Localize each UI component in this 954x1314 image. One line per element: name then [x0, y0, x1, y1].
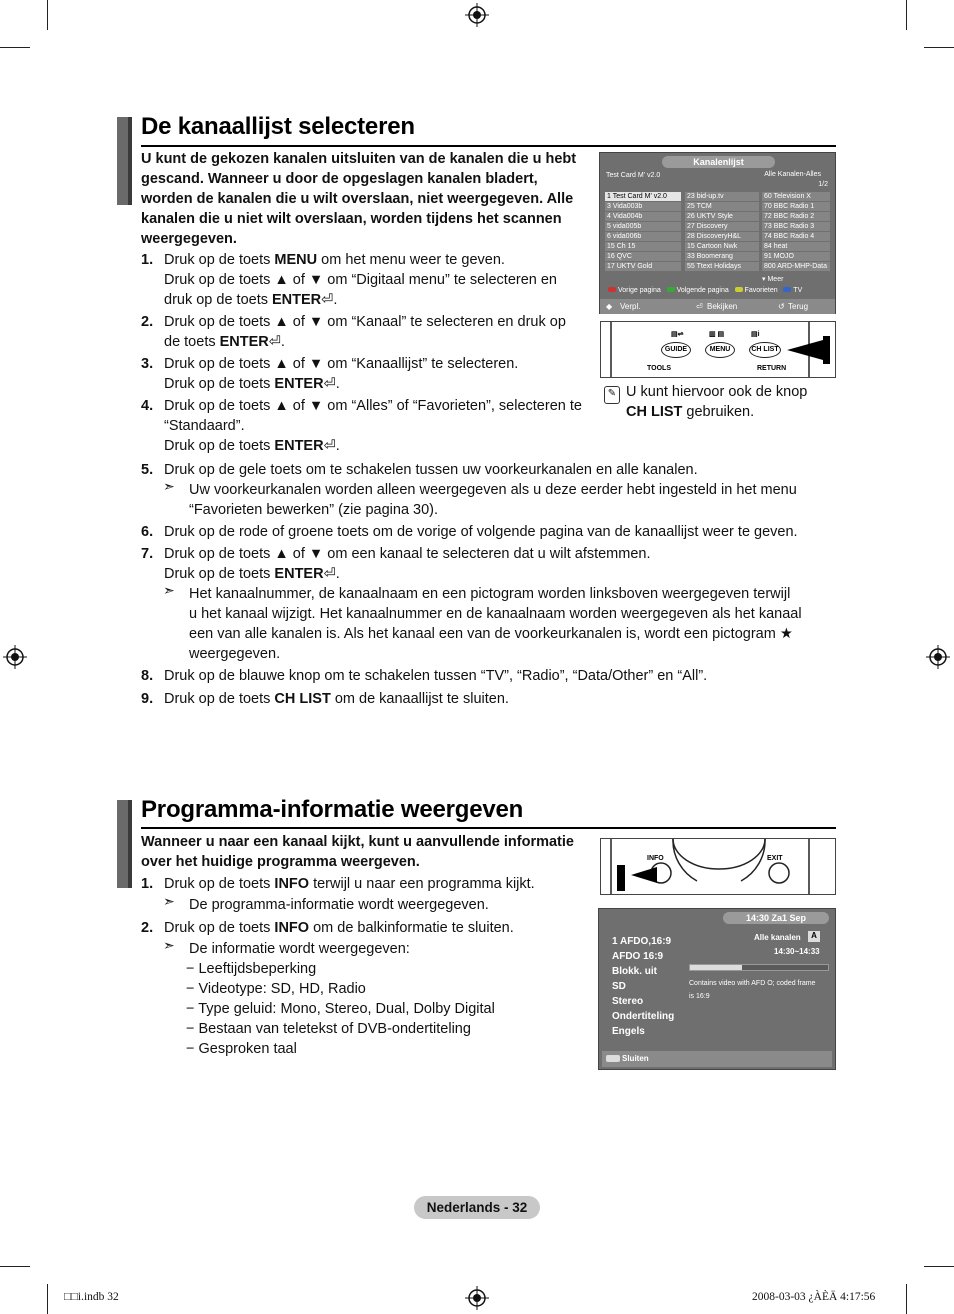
red-key-icon — [608, 287, 616, 292]
channel-list-item[interactable]: 33 Boomerang — [685, 252, 759, 261]
registration-mark-left — [3, 645, 27, 669]
step-item — [141, 354, 589, 394]
registration-mark-right — [926, 645, 950, 669]
channel-list-item[interactable]: 70 BBC Radio 1 — [762, 202, 830, 211]
print-slug-file: □□i.indb 32 — [64, 1291, 119, 1303]
remote-outline — [601, 839, 836, 895]
channel-list-item[interactable]: 27 Discovery — [685, 222, 759, 231]
blue-key-icon — [783, 287, 791, 292]
list-mode: Alle Kanalen-Alles — [764, 171, 821, 178]
info-bullet: − Leeftijdsbeperking — [186, 961, 317, 977]
remote-illustration-info — [600, 838, 836, 895]
channel-list-item[interactable]: 17 UKTV Gold — [605, 262, 681, 271]
color-legend: Vorige pagina Volgende pagina Favorieten TV — [608, 287, 833, 294]
tip-text: U kunt hiervoor ook de knop CH LIST gebruiken. — [626, 384, 808, 420]
registration-mark-top — [465, 3, 489, 27]
channel-list-item[interactable]: 26 UKTV Style — [685, 212, 759, 221]
channel-list-item[interactable]: 15 Ch 15 — [605, 242, 681, 251]
channel-group: Alle kanalen — [754, 933, 801, 942]
print-slug-date: 2008-03-03 ¿ÀÈÄ 4:17:56 — [752, 1291, 876, 1303]
step-text: Druk op de blauwe knop om te schakelen tussen “TV”, “Radio”, “Data/Other” en “All”. — [164, 668, 708, 684]
step-text: Druk op de toets ▲ of ▼ om “Alles” of “Favorieten”, selecteren te “Standaard”. Druk op de toets ENTER⏎. — [164, 398, 582, 454]
section-bar-2-inner — [128, 800, 132, 888]
note-text: Het kanaalnummer, de kanaalnaam en een pictogram worden linksboven weergegeven terwijl u het kanaal wijzigt. Het kanaalnummer en de kanaalnaam worden weergegeven als het kanaal een van alle kanalen is. Als het kanaal een van de voorkeurkanalen is, wordt een pictogram ★ weergegeven. — [189, 586, 802, 662]
step-number: 2. — [141, 314, 154, 330]
channel-list-item[interactable]: 55 Ttext Holidays — [685, 262, 759, 271]
green-key-icon — [667, 287, 675, 292]
info-bullet: − Gesproken taal — [186, 1041, 297, 1057]
step-item — [141, 522, 831, 542]
step-number: 7. — [141, 546, 154, 562]
program-description: Contains video with AFD O; coded frame is 16:9 — [689, 980, 816, 1000]
channel-list-item[interactable]: 16 QVC — [605, 252, 681, 261]
info-bullet: − Videotype: SD, HD, Radio — [186, 981, 366, 997]
channel-list-item[interactable]: 800 ARD-MHP-Data — [762, 262, 830, 271]
section-bar-inner — [128, 117, 132, 205]
channel-list-item[interactable]: 6 vida006b — [605, 232, 681, 241]
step-text: Druk op de toets ▲ of ▼ om een kanaal te selecteren dat u wilt afstemmen. Druk op de toets ENTER⏎. — [164, 546, 651, 582]
info-key-icon — [606, 1055, 620, 1062]
channel-list-item[interactable]: 25 TCM — [685, 202, 759, 211]
info-bullet: − Type geluid: Mono, Stereo, Dual, Dolby Digital — [186, 1001, 495, 1017]
return-icon: ↺ — [778, 302, 785, 311]
info-icon: ▤i — [751, 331, 760, 338]
note-text: Uw voorkeurkanalen worden alleen weergegeven als u deze eerder hebt ingesteld in het menu “Favorieten bewerken” (zie pagina 30). — [189, 482, 797, 518]
channel-list-item[interactable]: 1 Test Card M' v2.0 — [605, 192, 681, 201]
step-item — [141, 250, 589, 310]
current-channel: Test Card M' v2.0 — [606, 172, 661, 179]
tip-icon: ✎ — [604, 386, 620, 404]
registration-mark-bottom — [465, 1286, 489, 1310]
step-number: 5. — [141, 462, 154, 478]
channel-list-item[interactable]: 84 heat — [762, 242, 830, 251]
chlist-button[interactable]: CH LIST — [749, 342, 781, 358]
section-title: De kanaallijst selecteren — [141, 113, 415, 140]
step-number: 6. — [141, 524, 154, 540]
program-detail-line: Blokk. uit — [612, 966, 658, 977]
step-item — [141, 666, 831, 686]
note-arrow-icon: ➣ — [163, 478, 175, 494]
program-detail-line: Ondertiteling — [612, 1011, 675, 1022]
step-text: Druk op de rode of groene toets om de vorige of volgende pagina van de kanaallijst weer te geven. — [164, 524, 798, 540]
menu-button[interactable]: MENU — [705, 342, 735, 358]
section-title-2: Programma-informatie weergeven — [141, 796, 524, 823]
step-text: Druk op de toets ▲ of ▼ om “Kanaal” te selecteren en druk op de toets ENTER⏎. — [164, 314, 566, 350]
program-detail-line: AFDO 16:9 — [612, 951, 664, 962]
step-number: 3. — [141, 356, 154, 372]
exit-label: EXIT — [767, 855, 783, 862]
step-item — [141, 689, 831, 709]
screen-footer: ◆ Verpl. ⏎ Bekijken ↺ Terug — [600, 299, 835, 314]
step-number: 1. — [141, 252, 154, 268]
screen-header: 14:30 Za1 Sep — [723, 912, 829, 924]
step-text: Druk op de toets INFO om de balkinformatie te sluiten. — [164, 920, 514, 936]
channel-list-item[interactable]: 4 Vida004b — [605, 212, 681, 221]
tools-label: TOOLS — [647, 365, 671, 372]
yellow-key-icon — [735, 287, 743, 292]
page-number: Nederlands - 32 — [414, 1196, 540, 1219]
info-bullet: − Bestaan van teletekst of DVB-ondertiteling — [186, 1021, 471, 1037]
step-item: 1. Druk op de toets INFO terwijl u naar een programma kijkt. — [141, 876, 535, 892]
move-icon: ◆ — [606, 302, 613, 311]
program-detail-line: Engels — [612, 1026, 645, 1037]
note-arrow-icon: ➣ — [163, 893, 175, 909]
step-item — [141, 396, 589, 456]
step-text: Druk op de gele toets om te schakelen tussen uw voorkeurkanalen en alle kanalen. — [164, 462, 698, 478]
ttx-icon: ▤⇌ — [671, 331, 684, 338]
step-item — [141, 312, 589, 352]
channel-list-item[interactable]: 5 vida005b — [605, 222, 681, 231]
channel-list-item[interactable]: 60 Television X — [762, 192, 830, 201]
channel-list-screen — [599, 152, 836, 314]
more-link: ▾ Meer — [762, 276, 784, 283]
note-arrow-icon: ➣ — [163, 582, 175, 598]
program-detail-line: 1 AFDO,16:9 — [612, 936, 672, 947]
step-text: Druk op de toets ▲ of ▼ om “Kanaallijst” te selecteren. Druk op de toets ENTER⏎. — [164, 356, 519, 392]
step-item — [141, 544, 831, 584]
section-intro-2: Wanneer u naar een kanaal kijkt, kunt u aanvullende informatie over het huidige programma weergeven. — [141, 834, 574, 870]
step-item: 2. Druk op de toets INFO om de balkinformatie te sluiten. — [141, 920, 514, 936]
channel-list-item[interactable]: 72 BBC Radio 2 — [762, 212, 830, 221]
page-indicator: 1/2 — [818, 181, 828, 188]
section-rule-2 — [141, 827, 836, 829]
channel-list-item[interactable]: 74 BBC Radio 4 — [762, 232, 830, 241]
channel-list-item[interactable]: 23 bid-up.tv — [685, 192, 759, 201]
section-rule — [141, 145, 836, 147]
screen-header: Kanalenlijst — [662, 156, 775, 168]
return-label: RETURN — [757, 365, 787, 372]
step-number: 9. — [141, 691, 154, 707]
channel-list-item[interactable]: 91 MOJO — [762, 252, 830, 261]
program-detail-line: SD — [612, 981, 626, 992]
section-intro: U kunt de gekozen kanalen uitsluiten van de kanalen die u hebt gescand. Wanneer u door de opgeslagen kanalen bladert, worden de kanalen die u wilt overslaan, niet weergegeven. Alle kanalen die u niet wilt overslaan, worden tijdens het scannen weergegeven. — [141, 151, 577, 247]
channel-list-item[interactable]: 73 BBC Radio 3 — [762, 222, 830, 231]
guide-button[interactable]: GUIDE — [661, 342, 691, 358]
remote-illustration-chlist — [600, 321, 836, 378]
note-info-shown: De programma-informatie wordt weergegeven. — [189, 897, 489, 913]
note-arrow-icon: ➣ — [163, 937, 175, 953]
step-text: Druk op de toets INFO terwijl u naar een programma kijkt. — [164, 876, 535, 892]
enter-icon: ⏎ — [696, 302, 703, 311]
program-info-screen — [598, 908, 836, 1070]
program-progress-fill — [690, 965, 742, 970]
screen-footer: Sluiten — [602, 1051, 832, 1067]
channel-list-item[interactable]: 3 Vida003b — [605, 202, 681, 211]
program-progress-bar — [689, 964, 829, 971]
group-badge: A — [808, 931, 820, 942]
subtitle-icon: ▥ ▤ — [709, 331, 725, 338]
step-text: Druk op de toets MENU om het menu weer te geven. Druk op de toets ▲ of ▼ om “Digitaal menu” te selecteren en druk op de toets ENTER⏎. — [164, 252, 557, 308]
program-detail-line: Stereo — [612, 996, 644, 1007]
channel-list-item[interactable]: 15 Cartoon Nwk — [685, 242, 759, 251]
note-info-list: De informatie wordt weergegeven: — [189, 941, 410, 957]
program-time: 14:30~14:33 — [774, 947, 820, 956]
info-label: INFO — [647, 855, 664, 862]
step-text: Druk op de toets CH LIST om de kanaallijst te sluiten. — [164, 691, 509, 707]
step-number: 4. — [141, 398, 154, 414]
step-item — [141, 460, 831, 480]
step-number: 8. — [141, 668, 154, 684]
channel-list-item[interactable]: 28 DiscoveryH&L — [685, 232, 759, 241]
